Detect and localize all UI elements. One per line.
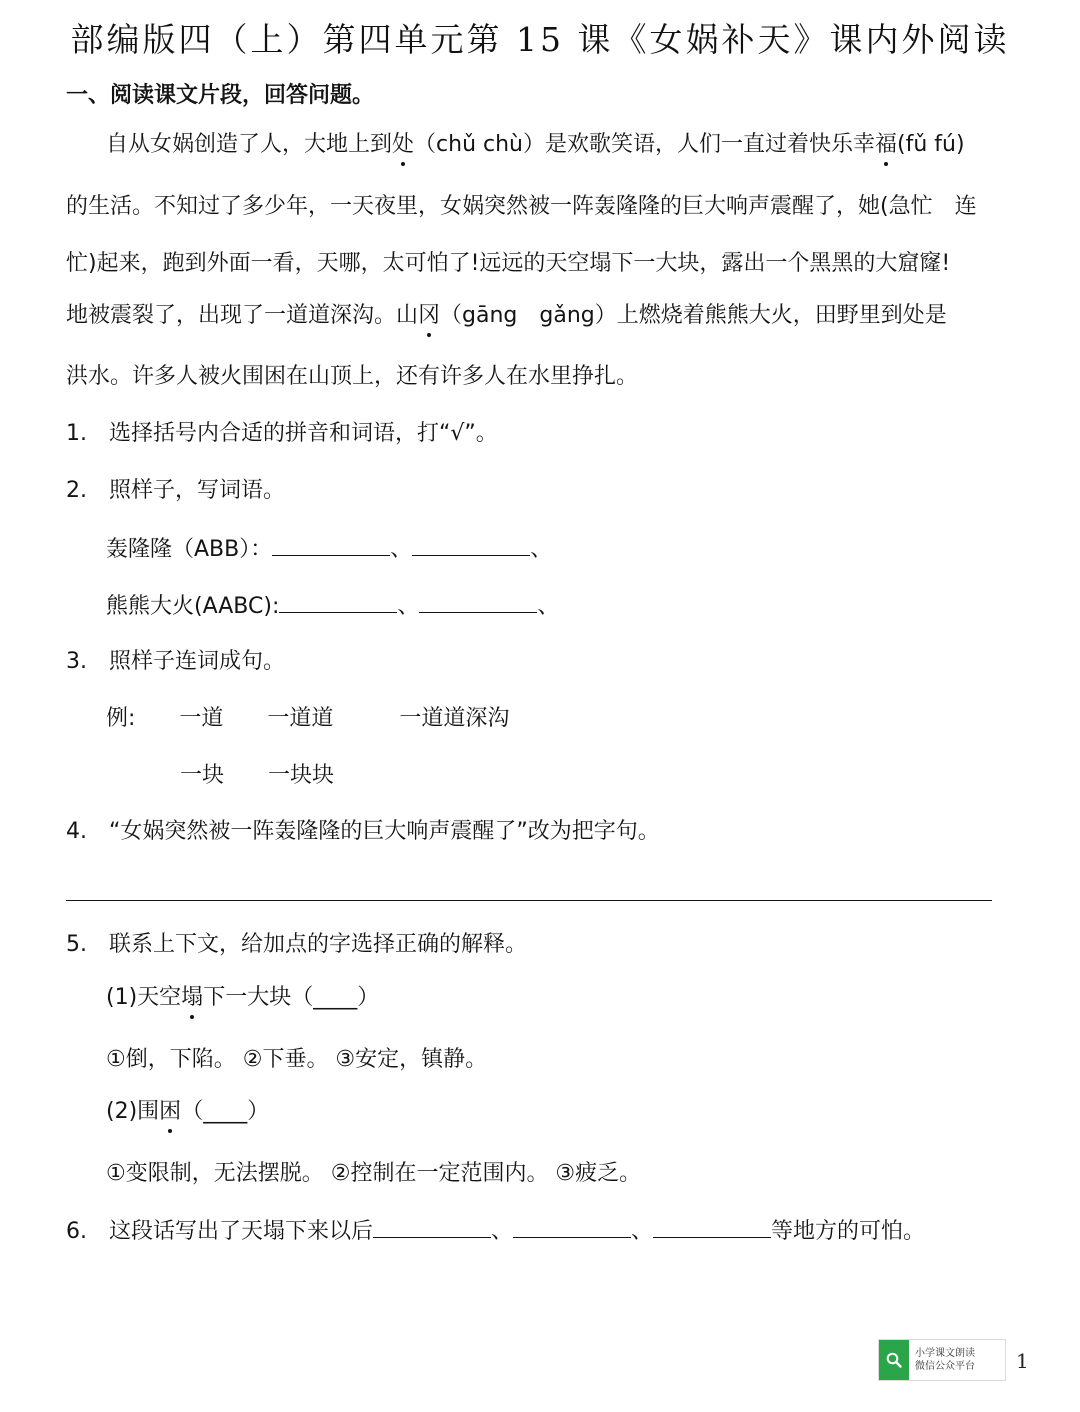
answer-line[interactable]: [66, 900, 992, 901]
question-3: 3. 照样子连词成句。: [66, 649, 285, 674]
question-2a: [106, 533, 552, 565]
answer-blank[interactable]: [653, 1215, 771, 1238]
passage-line-1: [106, 130, 965, 160]
passage-text: (fǔ fú): [897, 132, 965, 157]
answer-blank[interactable]: [419, 590, 537, 613]
q2a-label: 轰隆隆（ABB）：: [106, 537, 273, 562]
page-number: 1: [1016, 1349, 1029, 1373]
q6-text: 等地方的可怕。: [771, 1219, 926, 1244]
answer-blank[interactable]: [279, 590, 397, 613]
search-icon: [879, 1340, 909, 1380]
answer-blank[interactable]: [373, 1215, 491, 1238]
badge-text: [909, 1340, 1005, 1380]
q5-text: 下一大块（____）: [203, 985, 380, 1010]
question-1: 1. 选择括号内合适的拼音和词语，打“√”。: [66, 421, 498, 446]
question-5-1: [106, 983, 379, 1013]
q6-text: 6. 这段话写出了天塌下来以后: [66, 1219, 373, 1244]
page-title: 部编版四（上）第四单元第 15 课《女娲补天》课内外阅读: [70, 20, 1010, 59]
passage-text: （gāng gǎng）上燃烧着熊熊大火，田野里到处是: [440, 303, 947, 328]
passage-text: （chǔ chù）是欢歌笑语，人们一直过着快乐幸: [414, 132, 875, 157]
passage-line-3: 忙)起来，跑到外面一看，天哪，太可怕了!远远的天空塌下一大块，露出一个黑黑的大窟窿!: [66, 251, 951, 276]
passage-line-2: 的生活。不知过了多少年，一天夜里，女娲突然被一阵轰隆隆的巨大响声震醒了，她(急忙 连: [66, 194, 977, 219]
question-4: 4. “女娲突然被一阵轰隆隆的巨大响声震醒了”改为把字句。: [66, 819, 660, 844]
question-3-task: 一块 一块块: [180, 763, 335, 788]
question-5: 5. 联系上下文，给加点的字选择正确的解释。: [66, 932, 527, 957]
separator: 、: [390, 537, 413, 562]
q5-text: （____）: [181, 1099, 270, 1124]
question-3-example: 例: 一道 一道道 一道道深沟: [106, 706, 510, 731]
answer-blank[interactable]: [412, 533, 530, 556]
dotted-char: 冈: [418, 301, 440, 331]
dotted-char: 福: [875, 130, 897, 160]
badge-line-1: 小学课文朗读: [915, 1348, 975, 1359]
question-5-1-options: ①倒，下陷。 ②下垂。 ③安定，镇静。: [106, 1047, 488, 1072]
wechat-badge[interactable]: [878, 1339, 1006, 1381]
question-5-2-options: ①变限制，无法摆脱。 ②控制在一定范围内。 ③疲乏。: [106, 1161, 642, 1186]
separator: 、: [631, 1219, 654, 1244]
question-2b: [106, 590, 559, 622]
dotted-char: 困: [159, 1097, 181, 1127]
question-2: 2. 照样子，写词语。: [66, 478, 285, 503]
passage-text: 地被震裂了，出现了一道道深沟。山: [66, 303, 419, 328]
separator: 、: [530, 537, 553, 562]
separator: 、: [537, 594, 560, 619]
passage-line-4: [66, 301, 947, 331]
dotted-char: 处: [392, 130, 414, 160]
separator: 、: [491, 1219, 514, 1244]
passage-line-5: 洪水。许多人被火围困在山顶上，还有许多人在水里挣扎。: [66, 364, 639, 389]
passage-text: 自从女娲创造了人，大地上到: [106, 132, 393, 157]
section-heading: 一、阅读课文片段，回答问题。: [66, 83, 375, 108]
dotted-char: 塌: [181, 983, 203, 1013]
question-5-2: [106, 1097, 269, 1127]
answer-blank[interactable]: [272, 533, 390, 556]
question-6: [66, 1215, 925, 1247]
q5-text: (2)围: [106, 1099, 160, 1124]
answer-blank[interactable]: [513, 1215, 631, 1238]
badge-line-2: 微信公众平台: [915, 1361, 975, 1372]
q2b-label: 熊熊大火(AABC):: [106, 594, 280, 619]
separator: 、: [397, 594, 420, 619]
q5-text: (1)天空: [106, 985, 182, 1010]
